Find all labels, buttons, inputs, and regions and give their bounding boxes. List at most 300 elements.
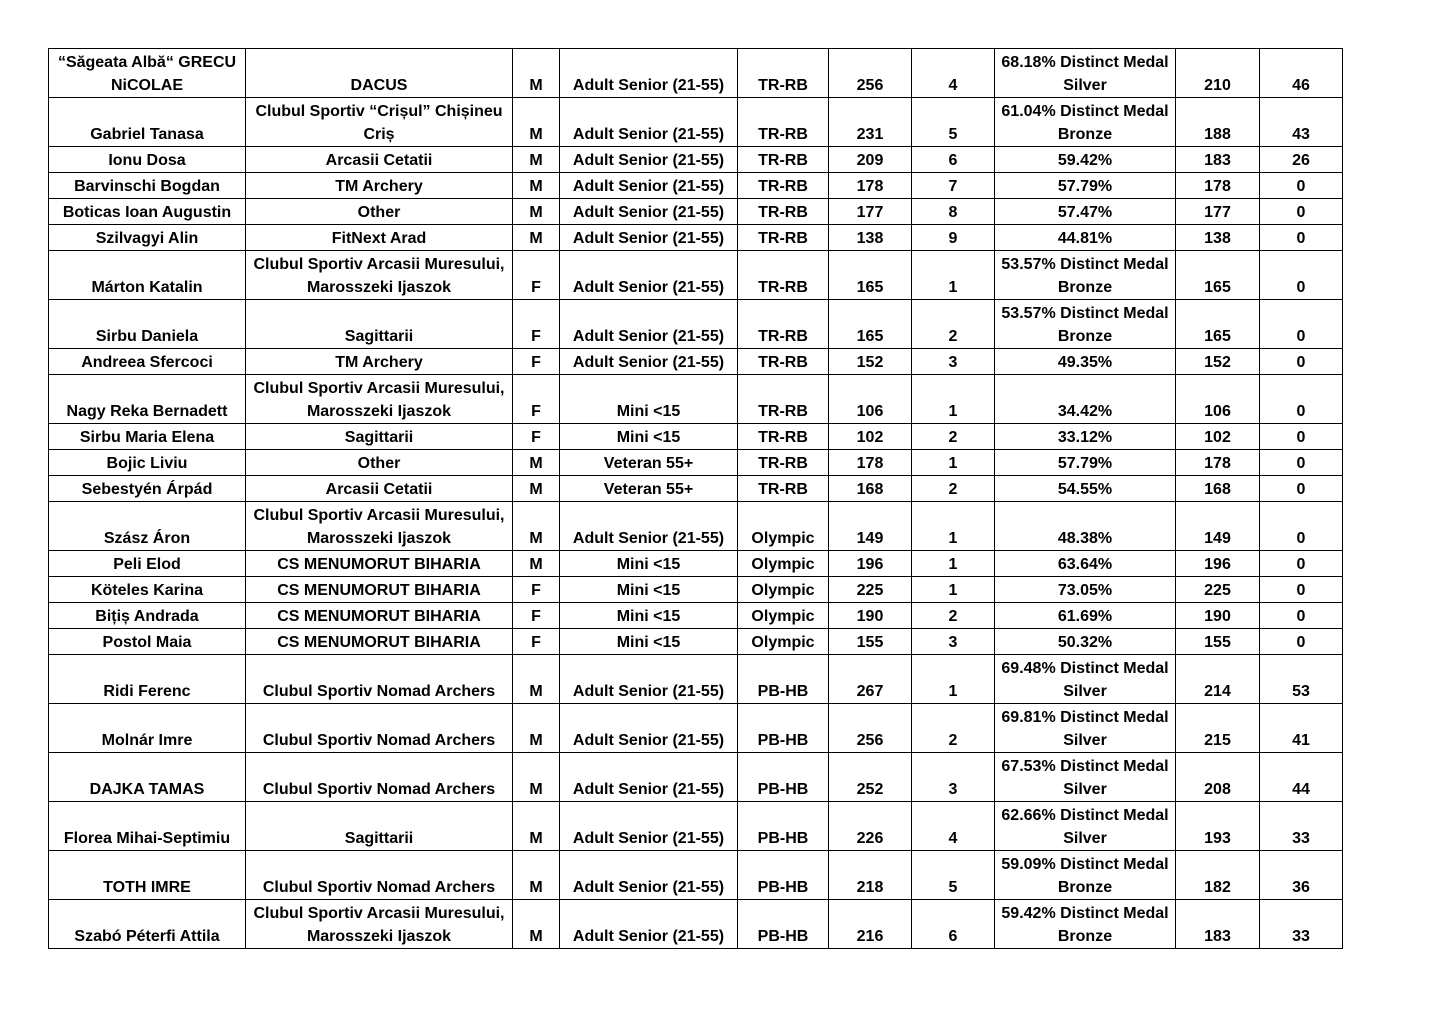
table-row — [49, 98, 1343, 147]
category-cell: Adult Senior (21-55) — [560, 753, 738, 802]
score-cell: 209 — [829, 147, 912, 173]
club-line: Clubul Sportiv Arcasii Muresului, — [253, 507, 505, 524]
club-line: CS MENUMORUT BIHARIA — [277, 634, 481, 651]
percent-medal-line: 67.53% Distinct Medal — [1001, 758, 1169, 775]
category-cell: Adult Senior (21-55) — [560, 225, 738, 251]
table-row — [49, 225, 1343, 251]
base-score-cell: 196 — [1176, 551, 1260, 577]
bow-class-cell: TR-RB — [738, 450, 829, 476]
bonus-cell: 0 — [1260, 577, 1343, 603]
gender-cell: M — [513, 225, 560, 251]
club-line: Clubul Sportiv Arcasii Muresului, — [253, 380, 505, 397]
athlete-name-cell — [49, 450, 246, 476]
club-line: DACUS — [350, 77, 408, 94]
score-cell: 102 — [829, 424, 912, 450]
score-cell: 190 — [829, 603, 912, 629]
club-cell — [246, 450, 513, 476]
bonus-cell: 0 — [1260, 629, 1343, 655]
athlete-name-cell — [49, 147, 246, 173]
score-cell: 267 — [829, 655, 912, 704]
athlete-name-line: Sirbu Daniela — [95, 328, 199, 345]
bow-class-cell: TR-RB — [738, 476, 829, 502]
percent-medal-line: 68.18% Distinct Medal — [1001, 54, 1169, 71]
score-cell: 225 — [829, 577, 912, 603]
bow-class-cell: TR-RB — [738, 173, 829, 199]
percent-medal-line: Silver — [1063, 781, 1107, 798]
base-score-cell: 183 — [1176, 900, 1260, 949]
club-cell — [246, 375, 513, 424]
bow-class-cell: TR-RB — [738, 49, 829, 98]
table-row — [49, 199, 1343, 225]
percent-medal-line: 69.48% Distinct Medal — [1001, 660, 1169, 677]
place-cell: 7 — [912, 173, 995, 199]
percent-medal-line: Silver — [1063, 830, 1107, 847]
bow-class-cell: TR-RB — [738, 300, 829, 349]
bow-class-cell: TR-RB — [738, 199, 829, 225]
category-cell: Veteran 55+ — [560, 450, 738, 476]
percent-medal-cell — [995, 375, 1176, 424]
base-score-cell: 102 — [1176, 424, 1260, 450]
club-line: TM Archery — [335, 178, 423, 195]
bonus-cell: 41 — [1260, 704, 1343, 753]
club-cell — [246, 502, 513, 551]
category-cell: Mini <15 — [560, 375, 738, 424]
club-cell — [246, 349, 513, 375]
athlete-name-cell — [49, 476, 246, 502]
club-line: CS MENUMORUT BIHARIA — [277, 582, 481, 599]
club-line: Clubul Sportiv Nomad Archers — [262, 781, 496, 798]
table-row — [49, 147, 1343, 173]
base-score-cell: 214 — [1176, 655, 1260, 704]
percent-medal-cell — [995, 251, 1176, 300]
category-cell: Adult Senior (21-55) — [560, 655, 738, 704]
club-line: TM Archery — [335, 354, 423, 371]
club-cell — [246, 655, 513, 704]
percent-medal-line: 49.35% — [1057, 354, 1113, 371]
percent-medal-cell — [995, 199, 1176, 225]
place-cell: 1 — [912, 551, 995, 577]
base-score-cell: 138 — [1176, 225, 1260, 251]
athlete-name-cell — [49, 424, 246, 450]
base-score-cell: 178 — [1176, 173, 1260, 199]
category-cell: Adult Senior (21-55) — [560, 802, 738, 851]
results-body — [49, 49, 1343, 949]
table-row — [49, 900, 1343, 949]
gender-cell: M — [513, 199, 560, 225]
place-cell: 8 — [912, 199, 995, 225]
table-row — [49, 375, 1343, 424]
athlete-name-cell — [49, 199, 246, 225]
place-cell: 2 — [912, 704, 995, 753]
bonus-cell: 0 — [1260, 173, 1343, 199]
club-cell — [246, 300, 513, 349]
percent-medal-line: Silver — [1063, 732, 1107, 749]
club-cell — [246, 851, 513, 900]
percent-medal-cell — [995, 300, 1176, 349]
bonus-cell: 0 — [1260, 349, 1343, 375]
bow-class-cell: TR-RB — [738, 375, 829, 424]
gender-cell: F — [513, 629, 560, 655]
percent-medal-line: 62.66% Distinct Medal — [1001, 807, 1169, 824]
athlete-name-line: Florea Mihai-Septimiu — [63, 830, 231, 847]
club-line: Clubul Sportiv Nomad Archers — [262, 879, 496, 896]
athlete-name-line: Ridi Ferenc — [103, 683, 191, 700]
table-row — [49, 349, 1343, 375]
category-cell: Mini <15 — [560, 629, 738, 655]
athlete-name-cell — [49, 704, 246, 753]
bonus-cell: 0 — [1260, 502, 1343, 551]
athlete-name-line: Ionu Dosa — [108, 152, 186, 169]
bonus-cell: 0 — [1260, 450, 1343, 476]
table-row — [49, 551, 1343, 577]
bonus-cell: 0 — [1260, 424, 1343, 450]
category-cell: Adult Senior (21-55) — [560, 300, 738, 349]
results-sheet — [48, 48, 1343, 949]
percent-medal-line: 59.42% — [1057, 152, 1113, 169]
athlete-name-cell — [49, 753, 246, 802]
percent-medal-line: 59.09% Distinct Medal — [1001, 856, 1169, 873]
athlete-name-line: Sebestyén Árpád — [81, 481, 213, 498]
table-row — [49, 300, 1343, 349]
base-score-cell: 188 — [1176, 98, 1260, 147]
athlete-name-line: NiCOLAE — [111, 77, 183, 94]
score-cell: 149 — [829, 502, 912, 551]
category-cell: Adult Senior (21-55) — [560, 704, 738, 753]
category-cell: Adult Senior (21-55) — [560, 851, 738, 900]
club-cell — [246, 147, 513, 173]
table-row — [49, 502, 1343, 551]
score-cell: 177 — [829, 199, 912, 225]
place-cell: 9 — [912, 225, 995, 251]
percent-medal-line: Bronze — [1057, 328, 1113, 345]
percent-medal-line: 53.57% Distinct Medal — [1001, 256, 1169, 273]
base-score-cell: 165 — [1176, 300, 1260, 349]
club-cell — [246, 49, 513, 98]
athlete-name-line: Köteles Karina — [90, 582, 204, 599]
percent-medal-cell — [995, 603, 1176, 629]
base-score-cell: 149 — [1176, 502, 1260, 551]
place-cell: 2 — [912, 603, 995, 629]
athlete-name-line: DAJKA TAMAS — [89, 781, 205, 798]
gender-cell: M — [513, 753, 560, 802]
percent-medal-cell — [995, 704, 1176, 753]
place-cell: 1 — [912, 577, 995, 603]
gender-cell: F — [513, 424, 560, 450]
percent-medal-line: Silver — [1063, 683, 1107, 700]
category-cell: Adult Senior (21-55) — [560, 900, 738, 949]
score-cell: 178 — [829, 450, 912, 476]
base-score-cell: 208 — [1176, 753, 1260, 802]
gender-cell: M — [513, 802, 560, 851]
bow-class-cell: Olympic — [738, 629, 829, 655]
gender-cell: F — [513, 603, 560, 629]
gender-cell: M — [513, 476, 560, 502]
table-row — [49, 603, 1343, 629]
place-cell: 3 — [912, 629, 995, 655]
bow-class-cell: PB-HB — [738, 900, 829, 949]
place-cell: 4 — [912, 802, 995, 851]
base-score-cell: 168 — [1176, 476, 1260, 502]
percent-medal-cell — [995, 502, 1176, 551]
percent-medal-line: 34.42% — [1057, 403, 1113, 420]
base-score-cell: 178 — [1176, 450, 1260, 476]
club-line: Other — [357, 204, 401, 221]
athlete-name-cell — [49, 251, 246, 300]
athlete-name-cell — [49, 375, 246, 424]
category-cell: Adult Senior (21-55) — [560, 502, 738, 551]
percent-medal-cell — [995, 802, 1176, 851]
results-table — [48, 48, 1343, 949]
athlete-name-line: Barvinschi Bogdan — [74, 178, 220, 195]
score-cell: 155 — [829, 629, 912, 655]
place-cell: 3 — [912, 753, 995, 802]
place-cell: 2 — [912, 424, 995, 450]
percent-medal-cell — [995, 655, 1176, 704]
base-score-cell: 193 — [1176, 802, 1260, 851]
percent-medal-line: 57.79% — [1057, 455, 1113, 472]
place-cell: 3 — [912, 349, 995, 375]
percent-medal-line: 57.47% — [1057, 204, 1113, 221]
athlete-name-line: Szilvagyi Alin — [95, 230, 199, 247]
bonus-cell: 0 — [1260, 476, 1343, 502]
gender-cell: F — [513, 349, 560, 375]
club-cell — [246, 753, 513, 802]
club-cell — [246, 577, 513, 603]
athlete-name-line: TOTH IMRE — [103, 879, 191, 896]
percent-medal-line: 69.81% Distinct Medal — [1001, 709, 1169, 726]
athlete-name-cell — [49, 49, 246, 98]
gender-cell: M — [513, 450, 560, 476]
category-cell: Adult Senior (21-55) — [560, 251, 738, 300]
category-cell: Mini <15 — [560, 424, 738, 450]
category-cell: Adult Senior (21-55) — [560, 173, 738, 199]
athlete-name-cell — [49, 98, 246, 147]
club-cell — [246, 704, 513, 753]
club-line: Sagittarii — [344, 429, 414, 446]
club-cell — [246, 629, 513, 655]
gender-cell: F — [513, 300, 560, 349]
score-cell: 106 — [829, 375, 912, 424]
athlete-name-cell — [49, 173, 246, 199]
club-cell — [246, 900, 513, 949]
place-cell: 6 — [912, 900, 995, 949]
base-score-cell: 182 — [1176, 851, 1260, 900]
base-score-cell: 177 — [1176, 199, 1260, 225]
bonus-cell: 44 — [1260, 753, 1343, 802]
percent-medal-cell — [995, 851, 1176, 900]
table-row — [49, 629, 1343, 655]
percent-medal-line: 59.42% Distinct Medal — [1001, 905, 1169, 922]
club-line: Marosszeki Ijaszok — [306, 928, 452, 945]
score-cell: 138 — [829, 225, 912, 251]
percent-medal-cell — [995, 577, 1176, 603]
bow-class-cell: TR-RB — [738, 98, 829, 147]
place-cell: 1 — [912, 450, 995, 476]
percent-medal-cell — [995, 349, 1176, 375]
gender-cell: M — [513, 704, 560, 753]
club-line: Clubul Sportiv Nomad Archers — [262, 683, 496, 700]
bow-class-cell: PB-HB — [738, 851, 829, 900]
base-score-cell: 155 — [1176, 629, 1260, 655]
bonus-cell: 33 — [1260, 802, 1343, 851]
club-cell — [246, 173, 513, 199]
bonus-cell: 0 — [1260, 603, 1343, 629]
percent-medal-cell — [995, 424, 1176, 450]
place-cell: 6 — [912, 147, 995, 173]
athlete-name-cell — [49, 502, 246, 551]
percent-medal-cell — [995, 476, 1176, 502]
percent-medal-line: 61.69% — [1057, 608, 1113, 625]
bonus-cell: 46 — [1260, 49, 1343, 98]
bow-class-cell: Olympic — [738, 502, 829, 551]
percent-medal-cell — [995, 753, 1176, 802]
club-line: Marosszeki Ijaszok — [306, 530, 452, 547]
athlete-name-cell — [49, 603, 246, 629]
club-cell — [246, 802, 513, 851]
gender-cell: M — [513, 900, 560, 949]
place-cell: 2 — [912, 300, 995, 349]
athlete-name-line: Szabó Péterfi Attila — [74, 928, 220, 945]
bonus-cell: 0 — [1260, 551, 1343, 577]
gender-cell: M — [513, 502, 560, 551]
club-line: Arcasii Cetatii — [325, 481, 433, 498]
bonus-cell: 0 — [1260, 375, 1343, 424]
base-score-cell: 225 — [1176, 577, 1260, 603]
percent-medal-line: Bronze — [1057, 126, 1113, 143]
bow-class-cell: TR-RB — [738, 424, 829, 450]
bow-class-cell: PB-HB — [738, 655, 829, 704]
gender-cell: M — [513, 655, 560, 704]
base-score-cell: 152 — [1176, 349, 1260, 375]
base-score-cell: 190 — [1176, 603, 1260, 629]
club-line: CS MENUMORUT BIHARIA — [277, 608, 481, 625]
athlete-name-line: Boticas Ioan Augustin — [62, 204, 232, 221]
gender-cell: M — [513, 551, 560, 577]
score-cell: 165 — [829, 300, 912, 349]
score-cell: 256 — [829, 704, 912, 753]
percent-medal-line: 48.38% — [1057, 530, 1113, 547]
bow-class-cell: TR-RB — [738, 349, 829, 375]
bow-class-cell: PB-HB — [738, 802, 829, 851]
bonus-cell: 0 — [1260, 225, 1343, 251]
club-line: Marosszeki Ijaszok — [306, 403, 452, 420]
percent-medal-line: 57.79% — [1057, 178, 1113, 195]
bow-class-cell: PB-HB — [738, 704, 829, 753]
percent-medal-cell — [995, 49, 1176, 98]
score-cell: 165 — [829, 251, 912, 300]
score-cell: 216 — [829, 900, 912, 949]
bonus-cell: 0 — [1260, 251, 1343, 300]
club-line: Arcasii Cetatii — [325, 152, 433, 169]
category-cell: Adult Senior (21-55) — [560, 199, 738, 225]
bow-class-cell: TR-RB — [738, 225, 829, 251]
athlete-name-cell — [49, 629, 246, 655]
bonus-cell: 0 — [1260, 300, 1343, 349]
percent-medal-line: 33.12% — [1057, 429, 1113, 446]
club-line: Clubul Sportiv Arcasii Muresului, — [253, 905, 505, 922]
athlete-name-cell — [49, 349, 246, 375]
score-cell: 152 — [829, 349, 912, 375]
percent-medal-line: Silver — [1063, 77, 1107, 94]
percent-medal-cell — [995, 900, 1176, 949]
athlete-name-line: Szász Áron — [103, 530, 191, 547]
club-cell — [246, 98, 513, 147]
percent-medal-line: 50.32% — [1057, 634, 1113, 651]
table-row — [49, 173, 1343, 199]
bonus-cell: 26 — [1260, 147, 1343, 173]
gender-cell: M — [513, 49, 560, 98]
club-cell — [246, 476, 513, 502]
score-cell: 252 — [829, 753, 912, 802]
club-line: Other — [357, 455, 401, 472]
gender-cell: M — [513, 98, 560, 147]
percent-medal-line: 53.57% Distinct Medal — [1001, 305, 1169, 322]
category-cell: Adult Senior (21-55) — [560, 147, 738, 173]
bonus-cell: 53 — [1260, 655, 1343, 704]
athlete-name-cell — [49, 851, 246, 900]
percent-medal-line: 61.04% Distinct Medal — [1001, 103, 1169, 120]
bow-class-cell: TR-RB — [738, 147, 829, 173]
bow-class-cell: PB-HB — [738, 753, 829, 802]
base-score-cell: 183 — [1176, 147, 1260, 173]
base-score-cell: 106 — [1176, 375, 1260, 424]
category-cell: Mini <15 — [560, 577, 738, 603]
club-line: FitNext Arad — [331, 230, 427, 247]
score-cell: 256 — [829, 49, 912, 98]
club-line: Clubul Sportiv Nomad Archers — [262, 732, 496, 749]
club-cell — [246, 551, 513, 577]
gender-cell: M — [513, 147, 560, 173]
athlete-name-line: Gabriel Tanasa — [90, 126, 204, 143]
club-line: Sagittarii — [344, 328, 414, 345]
club-line: Clubul Sportiv Arcasii Muresului, — [253, 256, 505, 273]
table-row — [49, 802, 1343, 851]
athlete-name-cell — [49, 551, 246, 577]
bow-class-cell: Olympic — [738, 551, 829, 577]
club-cell — [246, 199, 513, 225]
club-cell — [246, 603, 513, 629]
bow-class-cell: Olympic — [738, 577, 829, 603]
percent-medal-line: Bronze — [1057, 928, 1113, 945]
percent-medal-line: 44.81% — [1057, 230, 1113, 247]
athlete-name-line: Bojic Liviu — [106, 455, 188, 472]
bonus-cell: 36 — [1260, 851, 1343, 900]
gender-cell: F — [513, 251, 560, 300]
table-row — [49, 476, 1343, 502]
table-row — [49, 753, 1343, 802]
place-cell: 5 — [912, 98, 995, 147]
place-cell: 4 — [912, 49, 995, 98]
table-row — [49, 851, 1343, 900]
bow-class-cell: Olympic — [738, 603, 829, 629]
percent-medal-line: 54.55% — [1057, 481, 1113, 498]
club-cell — [246, 424, 513, 450]
percent-medal-cell — [995, 551, 1176, 577]
club-line: CS MENUMORUT BIHARIA — [277, 556, 481, 573]
athlete-name-line: Sirbu Maria Elena — [79, 429, 215, 446]
table-row — [49, 450, 1343, 476]
score-cell: 168 — [829, 476, 912, 502]
athlete-name-line: Márton Katalin — [91, 279, 203, 296]
bonus-cell: 43 — [1260, 98, 1343, 147]
club-cell — [246, 251, 513, 300]
athlete-name-cell — [49, 577, 246, 603]
club-line: Marosszeki Ijaszok — [306, 279, 452, 296]
club-cell — [246, 225, 513, 251]
base-score-cell: 215 — [1176, 704, 1260, 753]
percent-medal-line: 73.05% — [1057, 582, 1113, 599]
club-line: Criș — [363, 126, 395, 143]
